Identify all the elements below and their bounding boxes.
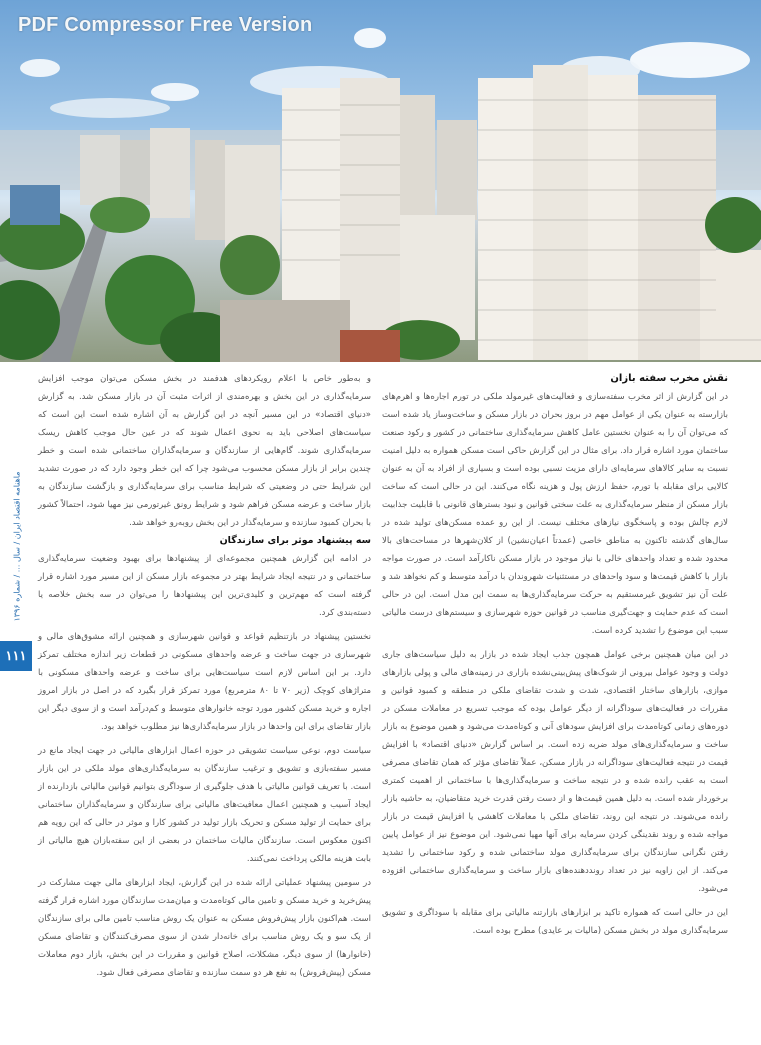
paragraph: این در حالی است که همواره تاکید بر ابزارهای بازارتنه مالیاتی برای مقابله با سوداگری و تشویق سرمایه‌گذاری مولد در بخش مسکن (مالیات بر عایدی) مطرح بوده است.	[382, 908, 728, 936]
section-heading: نقش مخرب سفته بازان	[610, 373, 728, 384]
watermark-text: PDF Compressor Free Version	[18, 14, 313, 36]
housing-photo	[0, 0, 761, 362]
paragraph: نخستین پیشنهاد در بازتنظیم قواعد و قوانین شهرسازی و همچنین ارائه مشوق‌های مالی و شهرسازی در جهت ساخت و عرضه واحدهای مسکونی در قطعات زیر اندازه مختلف تمرکز دارد. بر این اساس لازم است سیاست‌هایی برای ساخت و عرضه واحدهای مسکونی با متراژهای کوچک (زیر ۷۰ تا ۸۰ مترمربع) مورد تمرکز قرار بگیرد که در اصل در بازار امروز اجاره و خرید مسکن کشور مورد توجه خانوارهای متوسط و کم‌درآمد است و از سوی دیگر این بازار تقاضای برای این واحدها در بازار سرمایه‌گذاری‌ها نیز مطلوب خواهد بود.	[38, 632, 372, 732]
paragraph: در این گزارش از اثر مخرب سفته‌سازی و فعالیت‌های غیرمولد ملکی در تورم اجاره‌ها و اهرم‌های بازارسته به عنوان یکی از عوامل مهم در بروز بحران در بازار مسکن و ساخت‌وساز یاد شده است که می‌توان آن را به عنوان نخستین عامل کاهش سرمایه‌گذاری ساختمانی در کشور و رکود صنعت ساختمان مورد اشاره قرار داد. برای مثال در این گزارش حاکی است مسکن همواره به دلیل امنیت نسبت به سایر کالاهای سرمایه‌ای دارای مزیت نسبی بوده است و بسیاری از افراد به آن به عنوان کالایی برای مقابله با تورم، حفظ ارزش پول و هزینه نگاه می‌کنند. این در حالی است که ساخت بازار مسکن از منظر سرمایه‌گذاری به علت سختی قوانین و نبود بسترهای قانونی با قابلیت جذابیت لازم چالش بوده و پاسخگوی نیازهای مختلف نیست. از این رو عمده مسکن‌های تولید شده در سال‌های گذشته تاکنون به مناطق خاصی (عمدتاً اعیان‌نشین) از کلان‌شهرها در مساحت‌های بالا محدود شده و تعداد واحدهای خالی با نیاز موجود در بازار مسکن ناکارآمد است. در صورت مواجه بازار با کاهش قیمت‌ها و سود واحدهای در مستثنیات شهروندان با درآمد متوسط و کم نخواهد شد و علت آن نیز تشویق غیرمستقیم به حرکت سرمایه‌گذاری‌ها به سمت این مدل است. این در حالی است که عدم حمایت و جهت‌گیری مناسب در قوانین حوزه شهرسازی و سیستم‌های درست مالیاتی سبب این موضوع را تشدید کرده است.	[382, 392, 728, 636]
paragraph: در این میان همچنین برخی عوامل همچون جذب ایجاد شده در بازار به دلیل سیاست‌های جاری دولت و وجود عوامل بیرونی از شوک‌های پیش‌بینی‌نشده بازاری در زمینه‌های مالی و پولی بازارهای موازی، بازارهای ساختار اقتصادی، شدت و شدت تقاضای ملکی در منطقه و کمبود قوانین و مقررات در فعالیت‌های سوداگرانه از دیگر عوامل بوده که موجب تسریع در معاملات مسکن در دوره‌های زمانی کوتاه‌مدت برای افزایش سودهای آنی و کوتاه‌مدت می‌شود و همین موضوع به بازار ساخت و سرمایه‌گذاری‌های مولد ضربه زده است. بر اساس گزارش «دنیای اقتصاد» با افزایش قیمت در نتیجه فعالیت‌های سوداگرانه در بازار مسکن، عملاً تقاضای مؤثر که همان تقاضای مصرفی است به عقب رانده شده و در نتیجه ساخت و سرمایه‌گذاری‌ها با ساختمانی از اهمیت کمتری برخوردار شده است. به دلیل همین قیمت‌ها و از دست رفتن قدرت خرید متقاضیان، به حاشیه بازار رانده می‌شوند. در نتیجه این روند، تقاضای ملکی با معاملات کاهشی یا افزایش قیمت در بازار مواجه شده و روند نقدینگی کردن سرمایه برای آنها مهیا نمی‌شود. این موضوع نیز از عوامل پایین رفتن نگرانی سازندگان برای سرمایه‌گذاری مولد ساختمانی شده و رکود ساختمانی را تشدید می‌کند. از این زاویه نیز در تعداد رونددهنده‌های بازار ساخت و سرمایه‌گذاری ساختمانی افزوده می‌شود.	[382, 650, 728, 894]
paragraph: در ادامه این گزارش همچنین مجموعه‌ای از پیشنهادها برای بهبود وضعیت سرمایه‌گذاری ساختمانی و در نتیجه ایجاد شرایط بهتر در مجموعه بازار مسکن از این مسیر مورد اشاره قرار گرفته است که مهم‌ترین و کلیدی‌ترین این پیشنهادها را می‌توان در سه بخش خلاصه یا دسته‌بندی کرد.	[38, 554, 371, 618]
housing-photo-illustration	[0, 0, 761, 362]
paragraph: در سومین پیشنهاد عملیاتی ارائه شده در این گزارش، ایجاد ابزارهای مالی جهت مشارکت در پیش‌خرید و خرید مسکن و تامین مالی کوتاه‌مدت و میان‌مدت سازندگان مورد اشاره قرار گرفته است. هم‌اکنون بازار پیش‌فروش مسکن به عنوان یک روش مناسب تامین مالی برای سازندگان از یک سو و یک روش مناسب برای خانه‌دار شدن از سوی مصرف‌کنندگان و تقاضای مسکن (خانوارها) از سوی دیگر، مشکلات، اصلاح قوانین و مقررات در این بخش، بازار دوم معاملات مسکن (پیش‌فروش) به نفع هر دو سمت سازنده و تقاضای مصرفی فعال شود.	[38, 878, 371, 978]
subsection-heading: سه پیشنهاد موثر برای سازندگان	[219, 535, 371, 546]
paragraph: و به‌طور خاص با اعلام رویکردهای هدفمند در بخش مسکن می‌توان موجب افزایش سرمایه‌گذاری در این بخش و بهره‌مندی از اثرات مثبت آن در بازار مسکن شد. به گزارش «دنیای اقتصاد» در این مسیر آنچه در این گزارش به آن اشاره شده است این است که سیاست‌های اصلاحی باید به نحوی اعمال شوند که در عین حال موجب کاهش ریسک سرمایه‌گذاری شوند. گام‌هایی از سازندگان و سرمایه‌گذاران ساختمانی شده است و خطر چندین برابر از بازار مسکن محسوب می‌شود چرا که این خطر وجود دارد که در صورت تشدید این شرایط حتی در وضعیتی که شرایط مناسب برای سرمایه‌گذاری و بازگشت سازندگان به بازار ساخت و عرضه مسکن فراهم شود و شرایط رونق غیرتورمی نیز مهیا شود، احتمالاً کشور با بحران کمبود سازنده و سرمایه‌گذار در این بخش روبه‌رو خواهد شد.	[38, 374, 371, 528]
page-number: ۱۱۱	[0, 641, 32, 671]
paragraph: سیاست دوم، نوعی سیاست تشویقی در حوزه اعمال ابزارهای مالیاتی در جهت ایجاد مانع در مسیر سفته‌بازی و تشویق و ترغیب سازندگان به سرمایه‌گذاری‌های مولد ملکی در این بازار است. با تعریف قوانین مالیاتی با هدف جلوگیری از سوداگری بتوانیم قوانین مالیاتی بازدارنده از ایجاد آسیب و همچنین اعمال معافیت‌های مالیاتی برای سازندگان و سرمایه‌گذاران ساختمانی برای حمایت از تولید مسکن و تحریک بازار تولید در کشور کارا و موثر در حالی که این رویه هم اکنون معکوس است. سازندگان مالیات ساختمان در بعضی از این سفته‌بازان هیچ مالیاتی از بابت هزینه مالکی پرداخت نمی‌کنند.	[38, 746, 371, 864]
left-column	[38, 370, 371, 982]
side-label-text: ماهنامه اقتصاد ایران / سال ... / شماره ۱۳۹۶	[12, 471, 22, 622]
right-column	[382, 370, 728, 940]
